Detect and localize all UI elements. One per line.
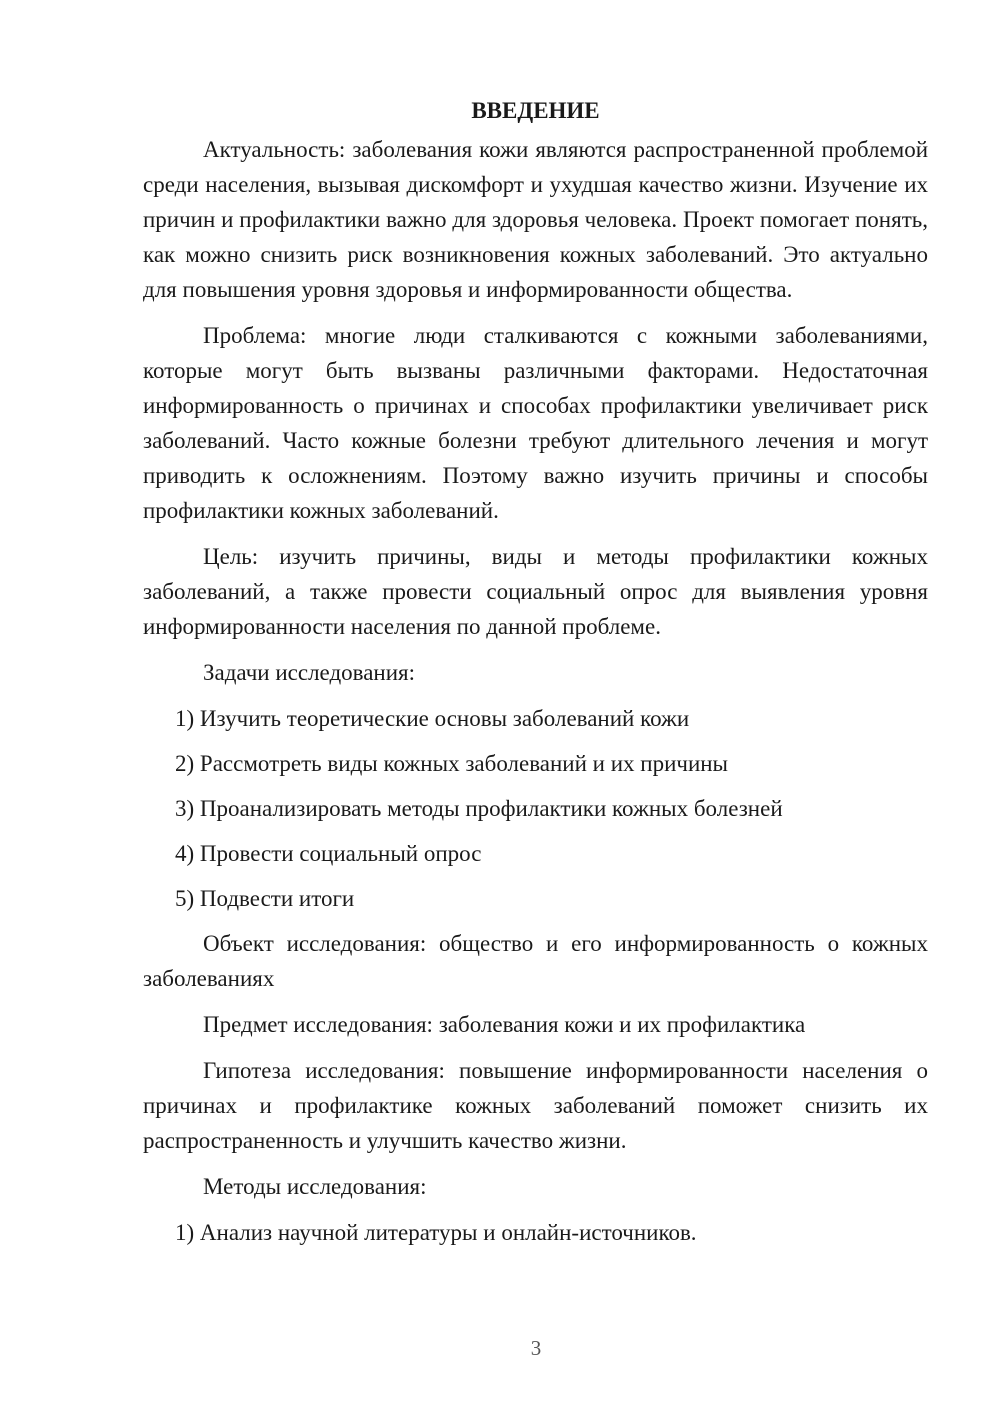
page-content bbox=[143, 93, 928, 1260]
list-item: 1) Изучить теоретические основы заболеваний кожи bbox=[175, 706, 690, 731]
methods-heading: Методы исследования: bbox=[203, 1174, 427, 1199]
paragraph-object: Объект исследования: общество и его информированность о кожных заболеваниях bbox=[143, 931, 928, 991]
tasks-heading: Задачи исследования: bbox=[203, 660, 416, 685]
list-item: 5) Подвести итоги bbox=[175, 886, 355, 911]
methods-list bbox=[143, 1215, 928, 1250]
list-item: 2) Рассмотреть виды кожных заболеваний и их причины bbox=[175, 751, 729, 776]
paragraph-hypothesis: Гипотеза исследования: повышение информированности населения о причинах и профилактике кожных заболеваний поможет снизить их распространенность и улучшить качество жизни. bbox=[143, 1058, 928, 1153]
list-item: 4) Провести социальный опрос bbox=[175, 841, 482, 866]
paragraph-subject: Предмет исследования: заболевания кожи и их профилактика bbox=[203, 1012, 806, 1037]
paragraph-problem: Проблема: многие люди сталкиваются с кожными заболеваниями, которые могут быть вызваны различными факторами. Недостаточная информированность о причинах и способах профилактики увеличивает риск заболеваний. Часто кожные болезни требуют длительного лечения и могут приводить к осложнениям. Поэтому важно изучить причины и способы профилактики кожных заболеваний. bbox=[143, 323, 928, 523]
paragraph-goal: Цель: изучить причины, виды и методы профилактики кожных заболеваний, а также провести социальный опрос для выявления уровня информированности населения по данной проблеме. bbox=[143, 544, 928, 639]
list-item: 3) Проанализировать методы профилактики кожных болезней bbox=[175, 796, 783, 821]
page-number: 3 bbox=[530, 1336, 542, 1360]
section-title: ВВЕДЕНИЕ bbox=[471, 98, 600, 123]
paragraph-relevance: Актуальность: заболевания кожи являются распространенной проблемой среди населения, вызывая дискомфорт и ухудшая качество жизни. Изучение их причин и профилактики важно для здоровья человека. Проект помогает понять, как можно снизить риск возникновения кожных заболеваний. Это актуально для повышения уровня здоровья и информированности общества. bbox=[143, 137, 928, 302]
tasks-list bbox=[143, 701, 928, 916]
list-item: 1) Анализ научной литературы и онлайн-источников. bbox=[175, 1220, 697, 1245]
